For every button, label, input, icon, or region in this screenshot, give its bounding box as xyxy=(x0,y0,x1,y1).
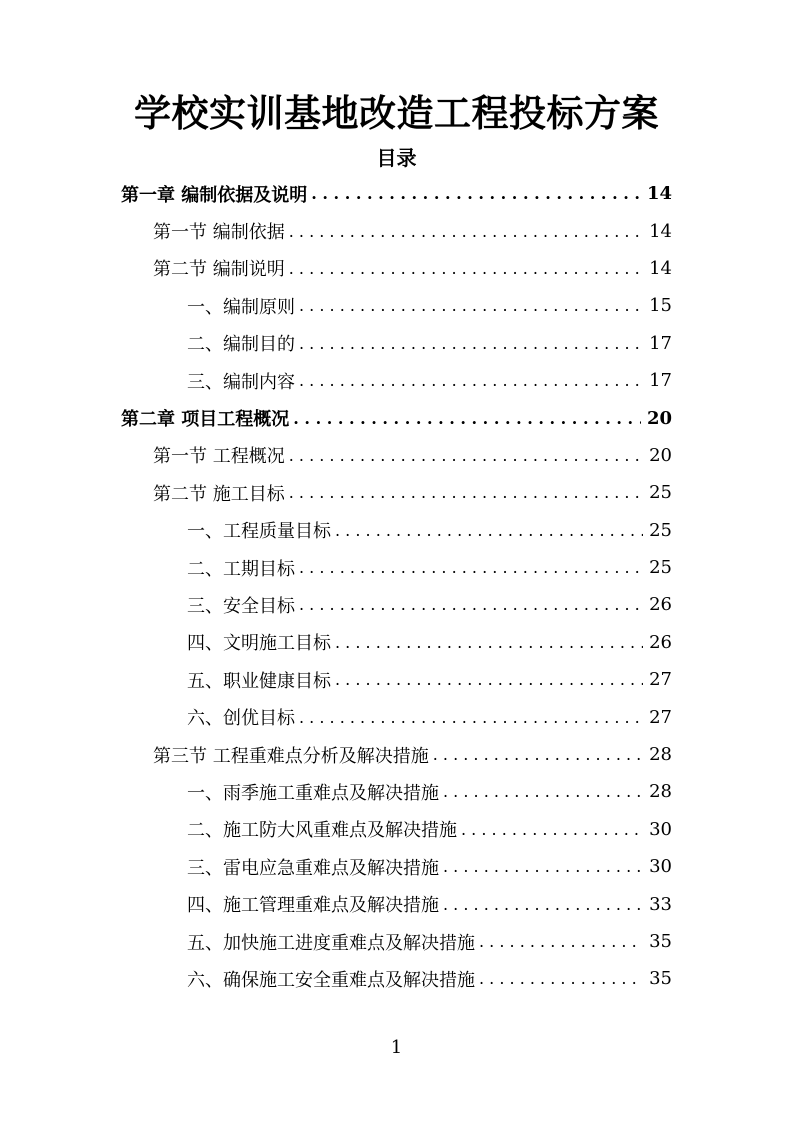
toc-entry[interactable] xyxy=(0,437,793,474)
toc-entry-label: 二、编制目的 xyxy=(187,334,295,356)
toc-entry-page: 15 xyxy=(649,295,672,317)
toc-heading: 目录 xyxy=(376,146,417,170)
toc-entry-page: 26 xyxy=(649,594,672,616)
toc-entry-page: 25 xyxy=(649,557,672,579)
toc-entry[interactable] xyxy=(0,624,793,661)
toc-entry[interactable] xyxy=(0,811,793,848)
toc-entry[interactable] xyxy=(0,698,793,735)
toc-entry[interactable] xyxy=(0,960,793,997)
toc-entry-label: 三、编制内容 xyxy=(187,371,295,393)
document-title: 学校实训基地改造工程投标方案 xyxy=(134,91,659,135)
toc-entry-label: 五、职业健康目标 xyxy=(187,670,331,692)
toc-leader-dots xyxy=(479,969,643,988)
toc-entry-page: 14 xyxy=(646,183,672,205)
toc-leader-dots xyxy=(289,259,643,278)
table-of-contents xyxy=(0,175,793,998)
toc-entry-page: 17 xyxy=(649,370,672,392)
toc-leader-dots xyxy=(335,633,643,652)
toc-entry[interactable] xyxy=(0,362,793,399)
toc-entry-label: 四、施工管理重难点及解决措施 xyxy=(187,895,439,917)
toc-entry-page: 30 xyxy=(649,856,672,878)
toc-entry[interactable] xyxy=(0,250,793,287)
toc-leader-dots xyxy=(443,782,643,801)
toc-entry-label: 第一节 编制依据 xyxy=(153,222,285,244)
toc-entry-label: 一、编制原则 xyxy=(187,296,295,318)
toc-entry-page: 35 xyxy=(649,931,672,952)
toc-entry-label: 六、创优目标 xyxy=(187,708,295,730)
toc-entry-label: 一、雨季施工重难点及解决措施 xyxy=(187,782,439,804)
toc-entry[interactable] xyxy=(0,512,793,549)
toc-entry-label: 第二节 编制说明 xyxy=(153,259,285,281)
toc-entry-page: 14 xyxy=(649,220,672,242)
toc-entry-label: 第二章 项目工程概况 xyxy=(121,409,290,431)
toc-leader-dots xyxy=(443,857,643,876)
toc-leader-dots xyxy=(461,820,643,839)
toc-entry[interactable] xyxy=(0,736,793,773)
toc-entry-label: 第一章 编制依据及说明 xyxy=(121,184,308,206)
toc-leader-dots xyxy=(299,296,643,315)
toc-entry[interactable] xyxy=(0,586,793,623)
toc-leader-dots xyxy=(433,745,643,764)
toc-leader-dots xyxy=(299,371,643,390)
toc-entry-page: 27 xyxy=(649,669,672,691)
toc-entry[interactable] xyxy=(0,474,793,511)
toc-leader-dots xyxy=(443,895,643,914)
toc-entry-label: 三、安全目标 xyxy=(187,595,295,617)
toc-entry-page: 27 xyxy=(649,706,672,728)
toc-entry-page: 35 xyxy=(649,968,672,990)
toc-leader-dots xyxy=(299,595,643,614)
toc-entry-label: 二、施工防大风重难点及解决措施 xyxy=(187,820,457,842)
toc-leader-dots xyxy=(289,483,643,502)
toc-entry-label: 一、工程质量目标 xyxy=(187,521,331,543)
toc-entry[interactable] xyxy=(0,549,793,586)
toc-entry-page: 30 xyxy=(649,818,672,840)
toc-entry-page: 14 xyxy=(649,257,672,279)
toc-entry-label: 三、雷电应急重难点及解决措施 xyxy=(187,857,439,879)
toc-leader-dots xyxy=(335,670,643,689)
toc-leader-dots xyxy=(289,446,643,465)
toc-leader-dots xyxy=(479,932,643,951)
toc-entry[interactable] xyxy=(0,287,793,324)
toc-entry-page: 25 xyxy=(649,519,672,541)
toc-entry[interactable] xyxy=(0,773,793,810)
toc-entry-page: 28 xyxy=(649,744,672,766)
toc-leader-dots xyxy=(311,184,641,203)
toc-entry-label: 第一节 工程概况 xyxy=(153,446,285,468)
toc-entry[interactable] xyxy=(0,399,793,436)
toc-entry-page: 33 xyxy=(649,893,672,915)
toc-entry[interactable] xyxy=(0,923,793,960)
toc-entry[interactable] xyxy=(0,661,793,698)
toc-entry-page: 17 xyxy=(649,332,672,354)
toc-entry[interactable] xyxy=(0,848,793,885)
toc-entry[interactable] xyxy=(0,885,793,922)
toc-entry-label: 第三节 工程重难点分析及解决措施 xyxy=(153,745,429,767)
toc-entry[interactable] xyxy=(0,175,793,212)
toc-entry-page: 20 xyxy=(646,407,672,429)
toc-entry-page: 20 xyxy=(649,444,672,466)
toc-entry-page: 25 xyxy=(649,482,672,504)
toc-entry-label: 四、文明施工目标 xyxy=(187,633,331,655)
page-number: 1 xyxy=(390,1037,403,1058)
toc-leader-dots xyxy=(289,222,643,241)
toc-entry-label: 六、确保施工安全重难点及解决措施 xyxy=(187,969,475,991)
toc-leader-dots xyxy=(335,521,643,540)
toc-entry-page: 26 xyxy=(649,631,672,653)
toc-leader-dots xyxy=(299,558,643,577)
toc-entry[interactable] xyxy=(0,212,793,249)
toc-leader-dots xyxy=(299,708,643,727)
toc-entry-page: 28 xyxy=(649,781,672,803)
toc-entry[interactable] xyxy=(0,325,793,362)
toc-leader-dots xyxy=(293,409,641,428)
toc-entry-label: 五、加快施工进度重难点及解决措施 xyxy=(187,932,475,954)
toc-leader-dots xyxy=(299,334,643,353)
toc-entry-label: 第二节 施工目标 xyxy=(153,483,285,505)
toc-entry-label: 二、工期目标 xyxy=(187,558,295,580)
